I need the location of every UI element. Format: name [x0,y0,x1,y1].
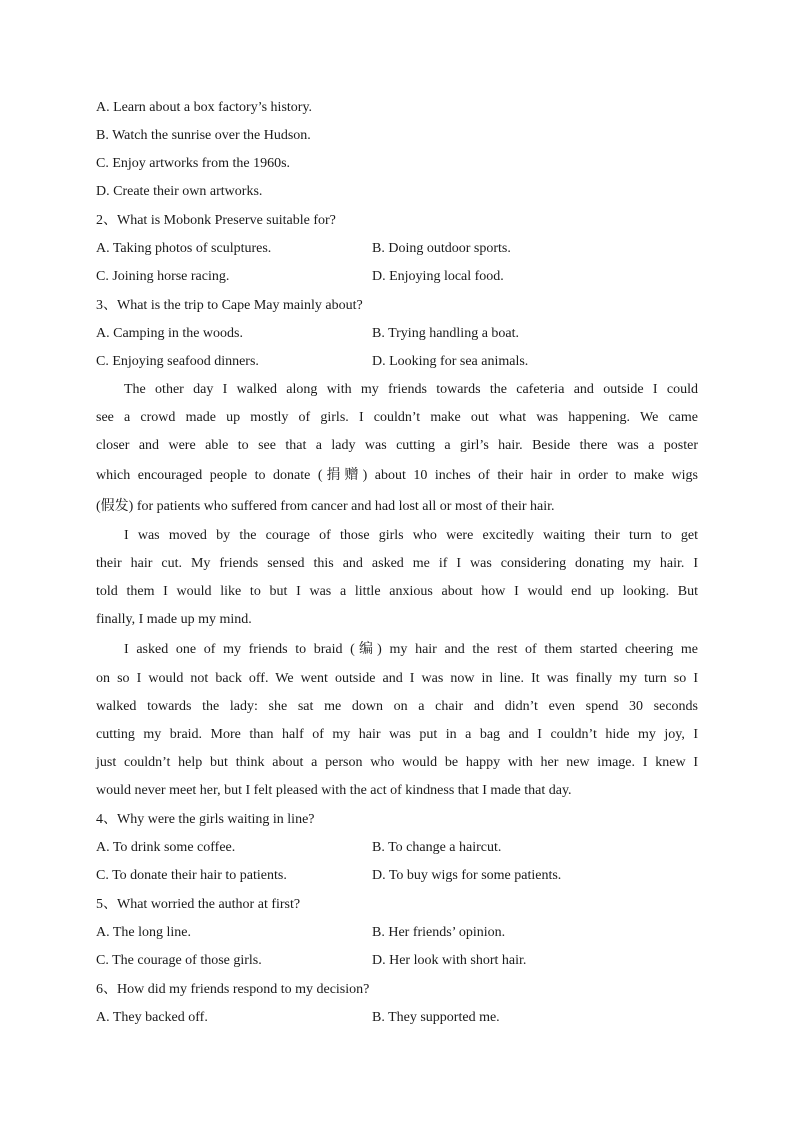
q3-option-b: B. Trying handling a boat. [372,326,520,341]
q2-option-b: B. Doing outdoor sports. [372,241,511,256]
passage-line: cutting my braid. More than half of my hair was put in a bag and I couldn’t hide my joy, I [96,727,698,742]
passage-line: which encouraged people to donate (捐赠) about 10 inches of their hair in order to make wigs [96,468,698,483]
passage-line: I was moved by the courage of those girls who were excitedly waiting their turn to get [124,528,698,543]
passage-line: finally, I made up my mind. [96,612,252,627]
q2-option-d: D. Enjoying local food. [372,269,504,284]
passage-paragraph-1 [96,376,698,522]
exam-page [96,94,698,1032]
passage-line: see a crowd made up mostly of girls. I couldn’t make out what was happening. We came [96,410,698,425]
q2-options-row-1 [96,235,698,263]
q2-option-c: C. Joining horse racing. [96,269,230,284]
q4-stem: 4、Why were the girls waiting in line? [96,812,315,827]
passage-line: The other day I walked along with my friends towards the cafeteria and outside I could [124,382,698,397]
q4-option-c: C. To donate their hair to patients. [96,868,287,883]
q5-option-d: D. Her look with short hair. [372,953,527,968]
q1-option-a: A. Learn about a box factory’s history. [96,100,313,115]
q6-option-a: A. They backed off. [96,1010,208,1025]
q4-options-row-2 [96,862,698,890]
q3-option-d: D. Looking for sea animals. [372,354,529,369]
passage-line: their hair cut. My friends sensed this and asked me if I was considering donating my hair. I [96,556,698,571]
q4-option-a: A. To drink some coffee. [96,840,236,855]
q2-options-row-2 [96,263,698,291]
q5-option-c: C. The courage of those girls. [96,953,262,968]
q5-options-row-2 [96,947,698,975]
q3-options-row-2 [96,348,698,376]
q5-option-a: A. The long line. [96,925,192,940]
q6-options-row-1 [96,1004,698,1032]
q3-option-c: C. Enjoying seafood dinners. [96,354,259,369]
q4-option-d: D. To buy wigs for some patients. [372,868,562,883]
passage-paragraph-2 [96,522,698,634]
passage-line: closer and were able to see that a lady was cutting a girl’s hair. Beside there was a poster [96,438,698,453]
passage-line: on so I would not back off. We went outside and I was now in line. It was finally my turn so I [96,671,698,686]
passage-line: walked towards the lady: she sat me down on a chair and didn’t even spend 30 seconds [96,699,698,714]
passage-paragraph-3 [96,634,698,805]
q3-options-row-1 [96,320,698,348]
q4-option-b: B. To change a haircut. [372,840,502,855]
q2-option-a: A. Taking photos of sculptures. [96,241,272,256]
passage-line: just couldn’t help but think about a person who would be happy with her new image. I knew I [96,755,698,770]
passage-line: would never meet her, but I felt pleased with the act of kindness that I made that day. [96,783,572,798]
q6-stem: 6、How did my friends respond to my decision? [96,982,370,997]
passage-line: told them I would like to but I was a little anxious about how I would end up looking. But [96,584,698,599]
q5-option-b: B. Her friends’ opinion. [372,925,506,940]
q6-option-b: B. They supported me. [372,1010,500,1025]
passage-line: I asked one of my friends to braid (编) my hair and the rest of them started cheering me [124,642,698,657]
q2-stem: 2、What is Mobonk Preserve suitable for? [96,213,336,228]
q5-options-row-1 [96,919,698,947]
q4-options-row-1 [96,834,698,862]
q3-option-a: A. Camping in the woods. [96,326,243,341]
q1-option-d: D. Create their own artworks. [96,184,263,199]
q1-option-c: C. Enjoy artworks from the 1960s. [96,156,291,171]
q1-option-b: B. Watch the sunrise over the Hudson. [96,128,311,143]
q3-stem: 3、What is the trip to Cape May mainly about? [96,298,363,313]
q5-stem: 5、What worried the author at first? [96,897,301,912]
passage-line: (假发) for patients who suffered from cancer and had lost all or most of their hair. [96,499,555,514]
